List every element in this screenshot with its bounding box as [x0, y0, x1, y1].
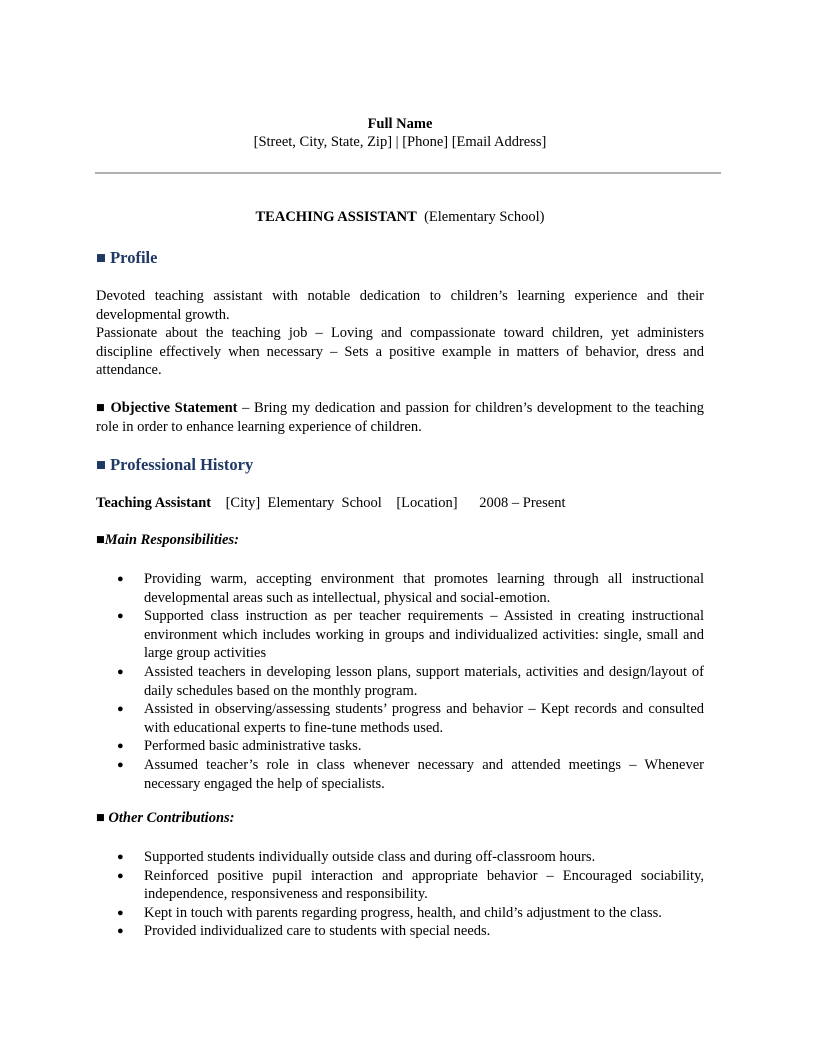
- list-item: ● Performed basic administrative tasks.: [117, 738, 362, 755]
- history-heading-text: Professional History: [110, 455, 254, 474]
- profile-heading-text: Profile: [110, 248, 158, 267]
- responsibilities-heading-text: Main Responsibilities:: [104, 532, 239, 548]
- objective-label: Objective Statement: [110, 400, 238, 416]
- square-bullet-icon: ■: [96, 532, 105, 548]
- job-title-main: TEACHING ASSISTANT: [255, 209, 417, 225]
- contributions-list: [96, 848, 704, 941]
- bullet-icon: ●: [117, 851, 124, 863]
- contributions-heading-text: Other Contributions:: [108, 810, 235, 826]
- list-item: ● Assisted teachers in developing lesson plans, support materials, activities and design/layout of daily schedules based on the monthly program.: [117, 663, 704, 699]
- list-item: ● Provided individualized care to students with special needs.: [117, 923, 491, 940]
- header-divider: [95, 172, 721, 174]
- responsibilities-heading: [96, 532, 239, 549]
- employer: [City] Elementary School [Location]: [225, 495, 458, 511]
- list-item: ● Supported class instruction as per teacher requirements – Assisted in creating instructional environment which includes working in groups and individualized activities: single, small and large group activities: [117, 608, 704, 662]
- bullet-icon: ●: [117, 758, 124, 771]
- full-name: Full Name: [367, 116, 433, 132]
- job-title-sub: (Elementary School): [424, 209, 545, 225]
- list-item: ● Reinforced positive pupil interaction and appropriate behavior – Encouraged sociability, independence, responsiveness and responsibility.: [117, 867, 704, 903]
- objective-text: – Bring my dedication and passion for children’s development to the teaching role in order to enhance learning experience of children.: [96, 400, 704, 435]
- bullet-icon: ●: [117, 869, 124, 882]
- bullet-icon: ●: [117, 740, 124, 753]
- dates: 2008 – Present: [479, 495, 566, 511]
- list-item: ● Assisted in observing/assessing students’ progress and behavior – Kept records and consulted with educational experts to fine-tune methods used.: [117, 701, 704, 736]
- list-item: ● Kept in touch with parents regarding progress, health, and child’s adjustment to the class.: [117, 904, 662, 921]
- contributions-heading: [96, 810, 235, 827]
- square-bullet-icon: ■: [96, 248, 106, 267]
- bullet-icon: ●: [117, 610, 124, 623]
- profile-summary: [96, 287, 704, 380]
- list-item: ● Supported students individually outside class and during off-classroom hours.: [117, 849, 596, 865]
- list-item: ● Assumed teacher’s role in class whenever necessary and attended meetings – Whenever necessary engaged the help of specialists.: [117, 756, 704, 792]
- bullet-icon: ●: [117, 906, 124, 919]
- square-bullet-icon: ■: [96, 455, 106, 474]
- bullet-icon: ●: [117, 925, 124, 938]
- bullet-icon: ●: [117, 703, 124, 716]
- square-bullet-icon: ■: [96, 400, 106, 416]
- bullet-icon: ●: [117, 573, 124, 585]
- position-line: [96, 495, 565, 512]
- job-title: [96, 209, 704, 226]
- contact-line: [Street, City, State, Zip] | [Phone] [Email Address]: [253, 134, 547, 150]
- list-item: ● Providing warm, accepting environment that promotes learning through all instructional developmental areas such as intellectual, physical and social-emotion.: [117, 571, 704, 606]
- history-heading: [96, 455, 253, 475]
- bullet-icon: ●: [117, 665, 124, 678]
- objective-statement: [96, 399, 704, 436]
- square-bullet-icon: ■: [96, 810, 105, 826]
- profile-line-1: Devoted teaching assistant with notable dedication to children’s learning experience and their developmental growth.: [96, 288, 704, 323]
- responsibilities-list: [96, 570, 704, 793]
- profile-heading: [96, 248, 157, 268]
- profile-line-2: Passionate about the teaching job – Loving and compassionate toward children, yet administers discipline effectively when necessary – Sets a positive example in matters of behavior, dress and attendance.: [96, 325, 704, 379]
- position-title: Teaching Assistant: [96, 495, 212, 511]
